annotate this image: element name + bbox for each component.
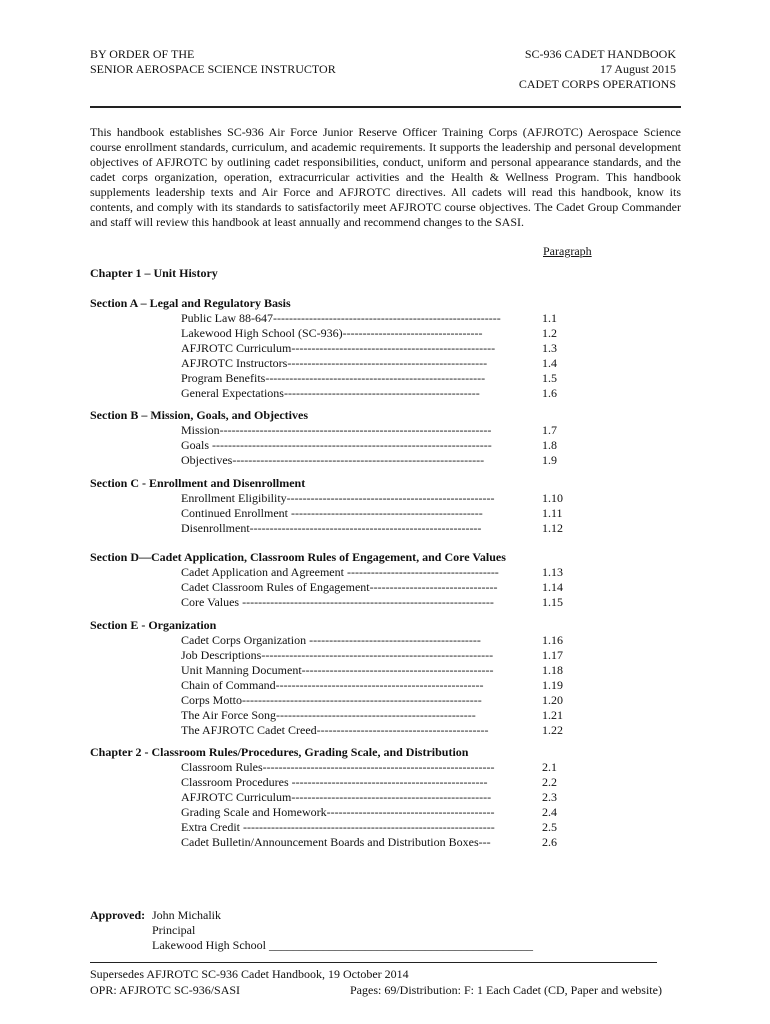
- toc-entry: [90, 693, 690, 708]
- section-c-heading: Section C - Enrollment and Disenrollment: [90, 476, 306, 490]
- toc-entry: [90, 438, 690, 453]
- toc-entry-label: Cadet Application and Agreement --------------------------------------: [181, 565, 499, 579]
- toc-entry-number: 1.16: [542, 633, 563, 647]
- toc-entry-number: 1.5: [542, 371, 557, 385]
- toc-entry-label: Classroom Procedures -------------------------------------------------: [181, 775, 488, 789]
- toc-entry-number: 1.7: [542, 423, 557, 437]
- toc-entry-number: 1.9: [542, 453, 557, 467]
- toc-entry-number: 1.20: [542, 693, 563, 707]
- toc-entry-label: Cadet Corps Organization -------------------------------------------: [181, 633, 481, 647]
- opr-note: OPR: AFJROTC SC-936/SASI: [90, 983, 241, 997]
- toc-entry: [90, 663, 690, 678]
- toc-entry-label: Mission--------------------------------------------------------------------: [181, 423, 492, 437]
- toc-entry: [90, 565, 690, 580]
- header-instructor-line: SENIOR AEROSPACE SCIENCE INSTRUCTOR: [90, 62, 336, 76]
- toc-entry-label: Cadet Classroom Rules of Engagement--------------------------------: [181, 580, 498, 594]
- header-left: [90, 47, 336, 77]
- toc-entry: [90, 678, 690, 693]
- section-a-heading: Section A – Legal and Regulatory Basis: [90, 296, 291, 310]
- toc-entry-label: Unit Manning Document------------------------------------------------: [181, 663, 494, 677]
- toc-entry-label: Disenrollment----------------------------------------------------------: [181, 521, 482, 535]
- approver-school-signature-line: Lakewood High School ____________________________________________: [152, 938, 533, 952]
- toc-entry-number: 1.18: [542, 663, 563, 677]
- toc-entry: [90, 580, 690, 595]
- approved-label: Approved:: [90, 908, 146, 922]
- toc-entry-number: 1.1: [542, 311, 557, 325]
- toc-entry: [90, 790, 690, 805]
- toc-entry-number: 2.1: [542, 760, 557, 774]
- toc-entry: [90, 386, 690, 401]
- toc-entry: [90, 723, 690, 738]
- toc-entry: [90, 356, 690, 371]
- toc-entry-number: 2.6: [542, 835, 557, 849]
- header-divider: [90, 106, 681, 108]
- toc-entry-label: Classroom Rules----------------------------------------------------------: [181, 760, 495, 774]
- toc-entry-number: 1.10: [542, 491, 563, 505]
- toc-entry: [90, 708, 690, 723]
- toc-entry-label: Enrollment Eligibility----------------------------------------------------: [181, 491, 495, 505]
- toc-entry: [90, 341, 690, 356]
- toc-entry: [90, 760, 690, 775]
- toc-entry: [90, 805, 690, 820]
- toc-entry: [90, 326, 690, 341]
- toc-entry-label: The Air Force Song--------------------------------------------------: [181, 708, 476, 722]
- toc-entry-number: 1.2: [542, 326, 557, 340]
- approved-label-text: Approved: [90, 908, 142, 922]
- toc-entry-label: The AFJROTC Cadet Creed-------------------------------------------: [181, 723, 489, 737]
- supersedes-note: Supersedes AFJROTC SC-936 Cadet Handbook, 19 October 2014: [90, 967, 409, 981]
- handbook-date: 17 August 2015: [599, 62, 676, 76]
- approval-block: [90, 908, 533, 953]
- toc-entry: [90, 311, 690, 326]
- section-e-heading: Section E - Organization: [90, 618, 217, 632]
- toc-entry: [90, 453, 690, 468]
- toc-entry: [90, 595, 690, 610]
- toc-entry-label: Cadet Bulletin/Announcement Boards and Distribution Boxes---: [181, 835, 491, 849]
- toc-entry-number: 1.8: [542, 438, 557, 452]
- toc-entry-number: 2.4: [542, 805, 557, 819]
- chapter-2-heading: Chapter 2 - Classroom Rules/Procedures, Grading Scale, and Distribution: [90, 745, 469, 759]
- header-order-line: BY ORDER OF THE: [90, 47, 195, 61]
- toc-entry-number: 1.3: [542, 341, 557, 355]
- toc-entry-number: 1.13: [542, 565, 563, 579]
- toc-entry-number: 2.5: [542, 820, 557, 834]
- toc-entry-label: Chain of Command----------------------------------------------------: [181, 678, 484, 692]
- toc-entry-number: 1.12: [542, 521, 563, 535]
- toc-entry-label: Program Benefits-------------------------------------------------------: [181, 371, 486, 385]
- approval-name-line: [90, 908, 533, 923]
- toc-entry-number: 1.21: [542, 708, 563, 722]
- toc-entry-label: AFJROTC Curriculum---------------------------------------------------: [181, 341, 496, 355]
- toc-entry-number: 2.2: [542, 775, 557, 789]
- toc-entry-number: 1.6: [542, 386, 557, 400]
- toc-entry-number: 2.3: [542, 790, 557, 804]
- paragraph-column-header: Paragraph: [543, 244, 592, 258]
- toc-entry: [90, 820, 690, 835]
- toc-entry-number: 1.14: [542, 580, 563, 594]
- toc-entry-number: 1.17: [542, 648, 563, 662]
- toc-entry-number: 1.22: [542, 723, 563, 737]
- footer-divider: [90, 962, 657, 963]
- toc-entry-label: Grading Scale and Homework------------------------------------------: [181, 805, 495, 819]
- toc-entry-number: 1.4: [542, 356, 557, 370]
- toc-entry: [90, 521, 690, 536]
- toc-entry: [90, 491, 690, 506]
- handbook-title: SC-936 CADET HANDBOOK: [524, 47, 676, 61]
- toc-entry-number: 1.19: [542, 678, 563, 692]
- approver-name: John Michalik: [152, 908, 221, 922]
- handbook-subtitle: CADET CORPS OPERATIONS: [518, 77, 676, 91]
- toc-entry-label: Continued Enrollment ------------------------------------------------: [181, 506, 483, 520]
- toc-entry-number: 1.11: [542, 506, 563, 520]
- pages-distribution-note: Pages: 69/Distribution: F: 1 Each Cadet (CD, Paper and website): [350, 983, 662, 997]
- toc-entry-label: Core Values ---------------------------------------------------------------: [181, 595, 494, 609]
- toc-entry: [90, 371, 690, 386]
- toc-entry-number: 1.15: [542, 595, 563, 609]
- toc-entry: [90, 633, 690, 648]
- toc-entry-label: Objectives---------------------------------------------------------------: [181, 453, 485, 467]
- toc-entry-label: Corps Motto------------------------------------------------------------: [181, 693, 482, 707]
- toc-entry: [90, 648, 690, 663]
- toc-entry: [90, 835, 690, 850]
- toc-entry-label: Goals ----------------------------------------------------------------------: [181, 438, 492, 452]
- toc-entry-label: Lakewood High School (SC-936)-----------------------------------: [181, 326, 483, 340]
- toc-entry-label: General Expectations-------------------------------------------------: [181, 386, 480, 400]
- toc-entry: [90, 423, 690, 438]
- toc-entry-label: Public Law 88-647---------------------------------------------------------: [181, 311, 501, 325]
- toc-entry-label: AFJROTC Curriculum--------------------------------------------------: [181, 790, 492, 804]
- toc-entry-label: Extra Credit ---------------------------------------------------------------: [181, 820, 495, 834]
- section-d-heading: Section D—Cadet Application, Classroom Rules of Engagement, and Core Values: [90, 550, 506, 564]
- approver-title: Principal: [152, 923, 196, 937]
- section-b-heading: Section B – Mission, Goals, and Objectives: [90, 408, 309, 422]
- header-right: [519, 47, 676, 92]
- intro-paragraph: This handbook establishes SC-936 Air Force Junior Reserve Officer Training Corps (AFJROTC) Aerospace Science course enrollment standards, curriculum, and academic requirements. It supports the leadership and personal development objectives of AFJROTC by outlining cadet responsibilities, conduct, uniform and personal appearance standards, and the cadet corps organization, operation, extracurricular activities and the Health & Wellness Program. This handbook supplements leadership texts and Air Force and AFJROTC directives. All cadets will read this handbook, know its contents, and comply with its standards to satisfactorily meet AFJROTC course objectives. The Cadet Group Commander and staff will review this handbook at least annually and recommend changes to the SASI.: [90, 125, 681, 229]
- toc-entry: [90, 506, 690, 521]
- toc-entry: [90, 775, 690, 790]
- table-of-contents: [90, 266, 690, 850]
- toc-entry-label: AFJROTC Instructors--------------------------------------------------: [181, 356, 488, 370]
- toc-entry-label: Job Descriptions----------------------------------------------------------: [181, 648, 494, 662]
- chapter-1-heading: Chapter 1 – Unit History: [90, 266, 218, 280]
